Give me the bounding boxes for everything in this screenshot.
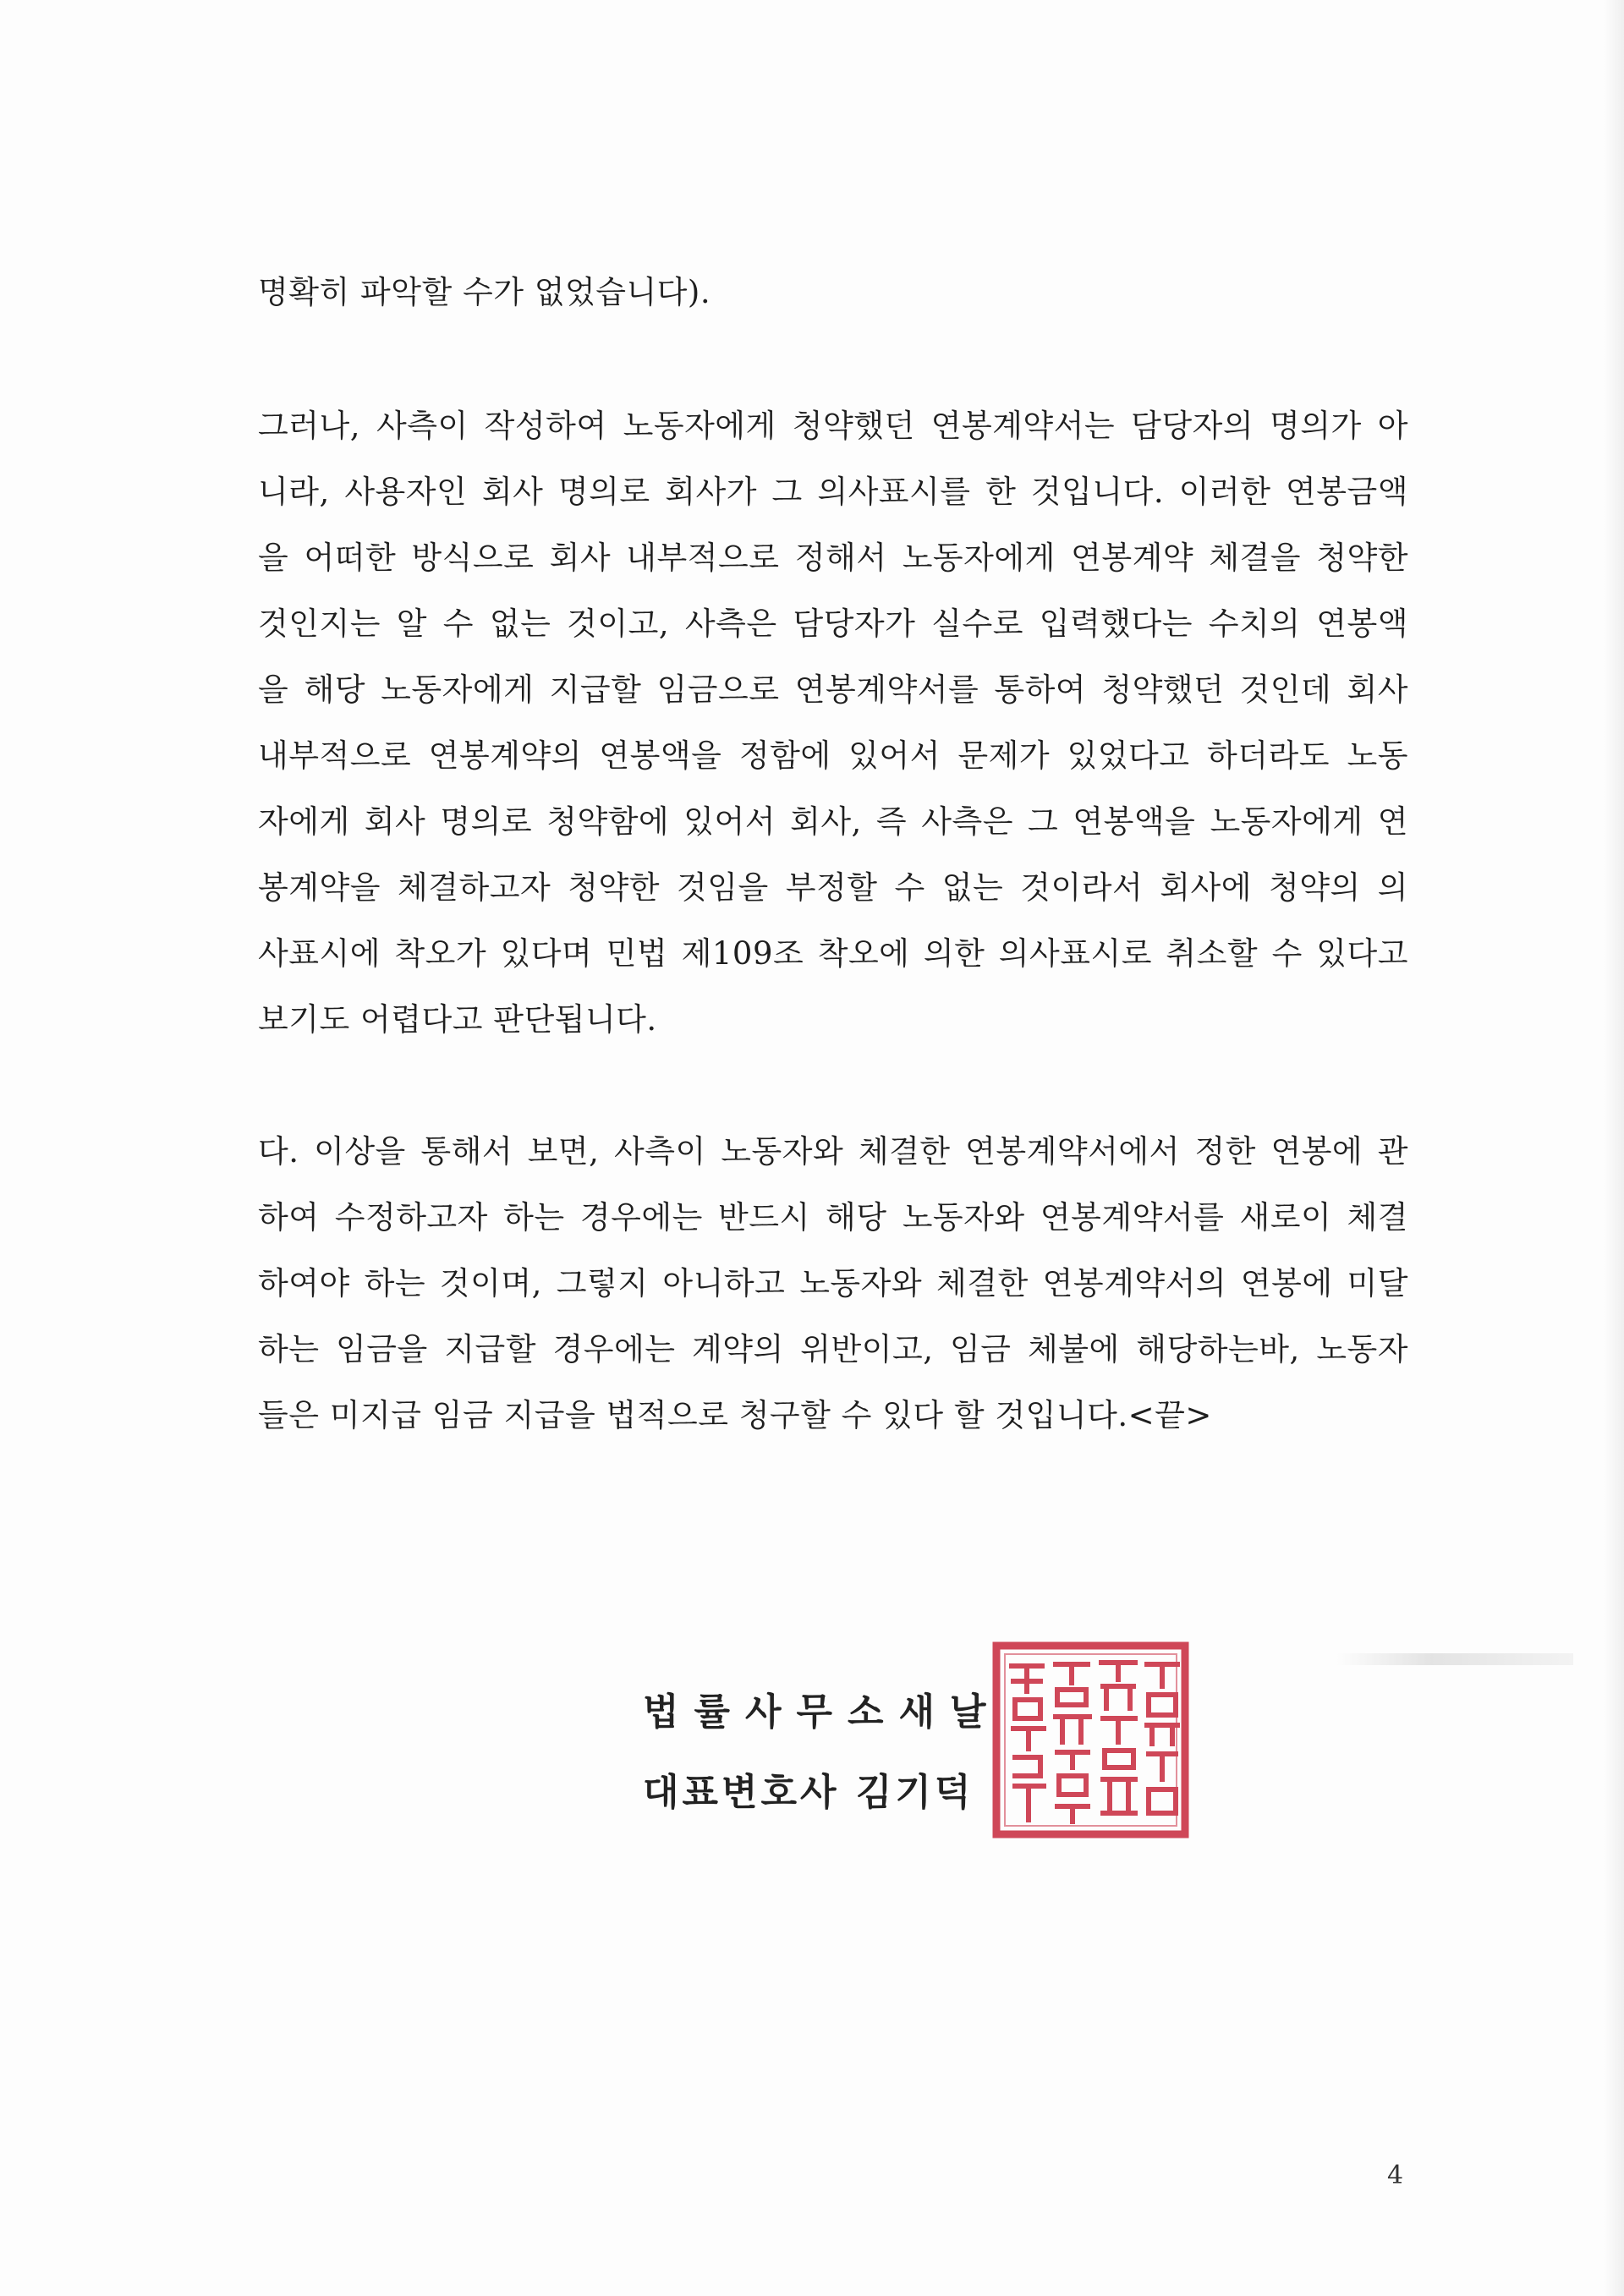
scan-edge (1604, 0, 1624, 2296)
official-seal-icon (991, 1641, 1190, 1839)
scan-artifact (1336, 1653, 1573, 1665)
text-line: 보기도 어렵다고 판단됩니다. (258, 1001, 657, 1038)
text-line: 을 어떠한 방식으로 회사 내부적으로 정해서 노동자에게 연봉계약 체결을 청약한 (258, 540, 1408, 576)
text-line: 하는 임금을 지급할 경우에는 계약의 위반이고, 임금 체불에 해당하는바, 노동자 (258, 1331, 1408, 1367)
text-line: 을 해당 노동자에게 지급할 임금으로 연봉계약서를 통하여 청약했던 것인데 회사 (258, 671, 1408, 708)
page-number: 4 (1387, 2161, 1404, 2190)
text-line: 내부적으로 연봉계약의 연봉액을 정함에 있어서 문제가 있었다고 하더라도 노동 (258, 737, 1408, 774)
text-line: 니라, 사용자인 회사 명의로 회사가 그 의사표시를 한 것입니다. 이러한 연봉금액 (258, 474, 1408, 510)
text-line: 들은 미지급 임금 지급을 법적으로 청구할 수 있다 할 것입니다.<끝> (258, 1397, 1212, 1433)
text-line: 그러나, 사측이 작성하여 노동자에게 청약했던 연봉계약서는 담당자의 명의가 아 (258, 408, 1408, 444)
representative-name: 대표변호사 김기덕 (643, 1771, 974, 1814)
text-line: 자에게 회사 명의로 청약함에 있어서 회사, 즉 사측은 그 연봉액을 노동자에게 연 (258, 803, 1408, 840)
text-line: 다. 이상을 통해서 보면, 사측이 노동자와 체결한 연봉계약서에서 정한 연봉에 관 (258, 1133, 1408, 1170)
law-firm-name: 법률사무소새날 (643, 1690, 1001, 1734)
text-line: 명확히 파악할 수가 없었습니다). (258, 274, 711, 310)
text-line: 하여 수정하고자 하는 경우에는 반드시 해당 노동자와 연봉계약서를 새로이 체결 (258, 1199, 1408, 1236)
text-line: 하여야 하는 것이며, 그렇지 아니하고 노동자와 체결한 연봉계약서의 연봉에 미달 (258, 1265, 1408, 1301)
text-line: 봉계약을 체결하고자 청약한 것임을 부정할 수 없는 것이라서 회사에 청약의 의 (258, 869, 1408, 906)
text-line: 것인지는 알 수 없는 것이고, 사측은 담당자가 실수로 입력했다는 수치의 연봉액 (258, 606, 1408, 642)
text-line: 사표시에 착오가 있다며 민법 제109조 착오에 의한 의사표시로 취소할 수 있다고 (258, 935, 1408, 972)
